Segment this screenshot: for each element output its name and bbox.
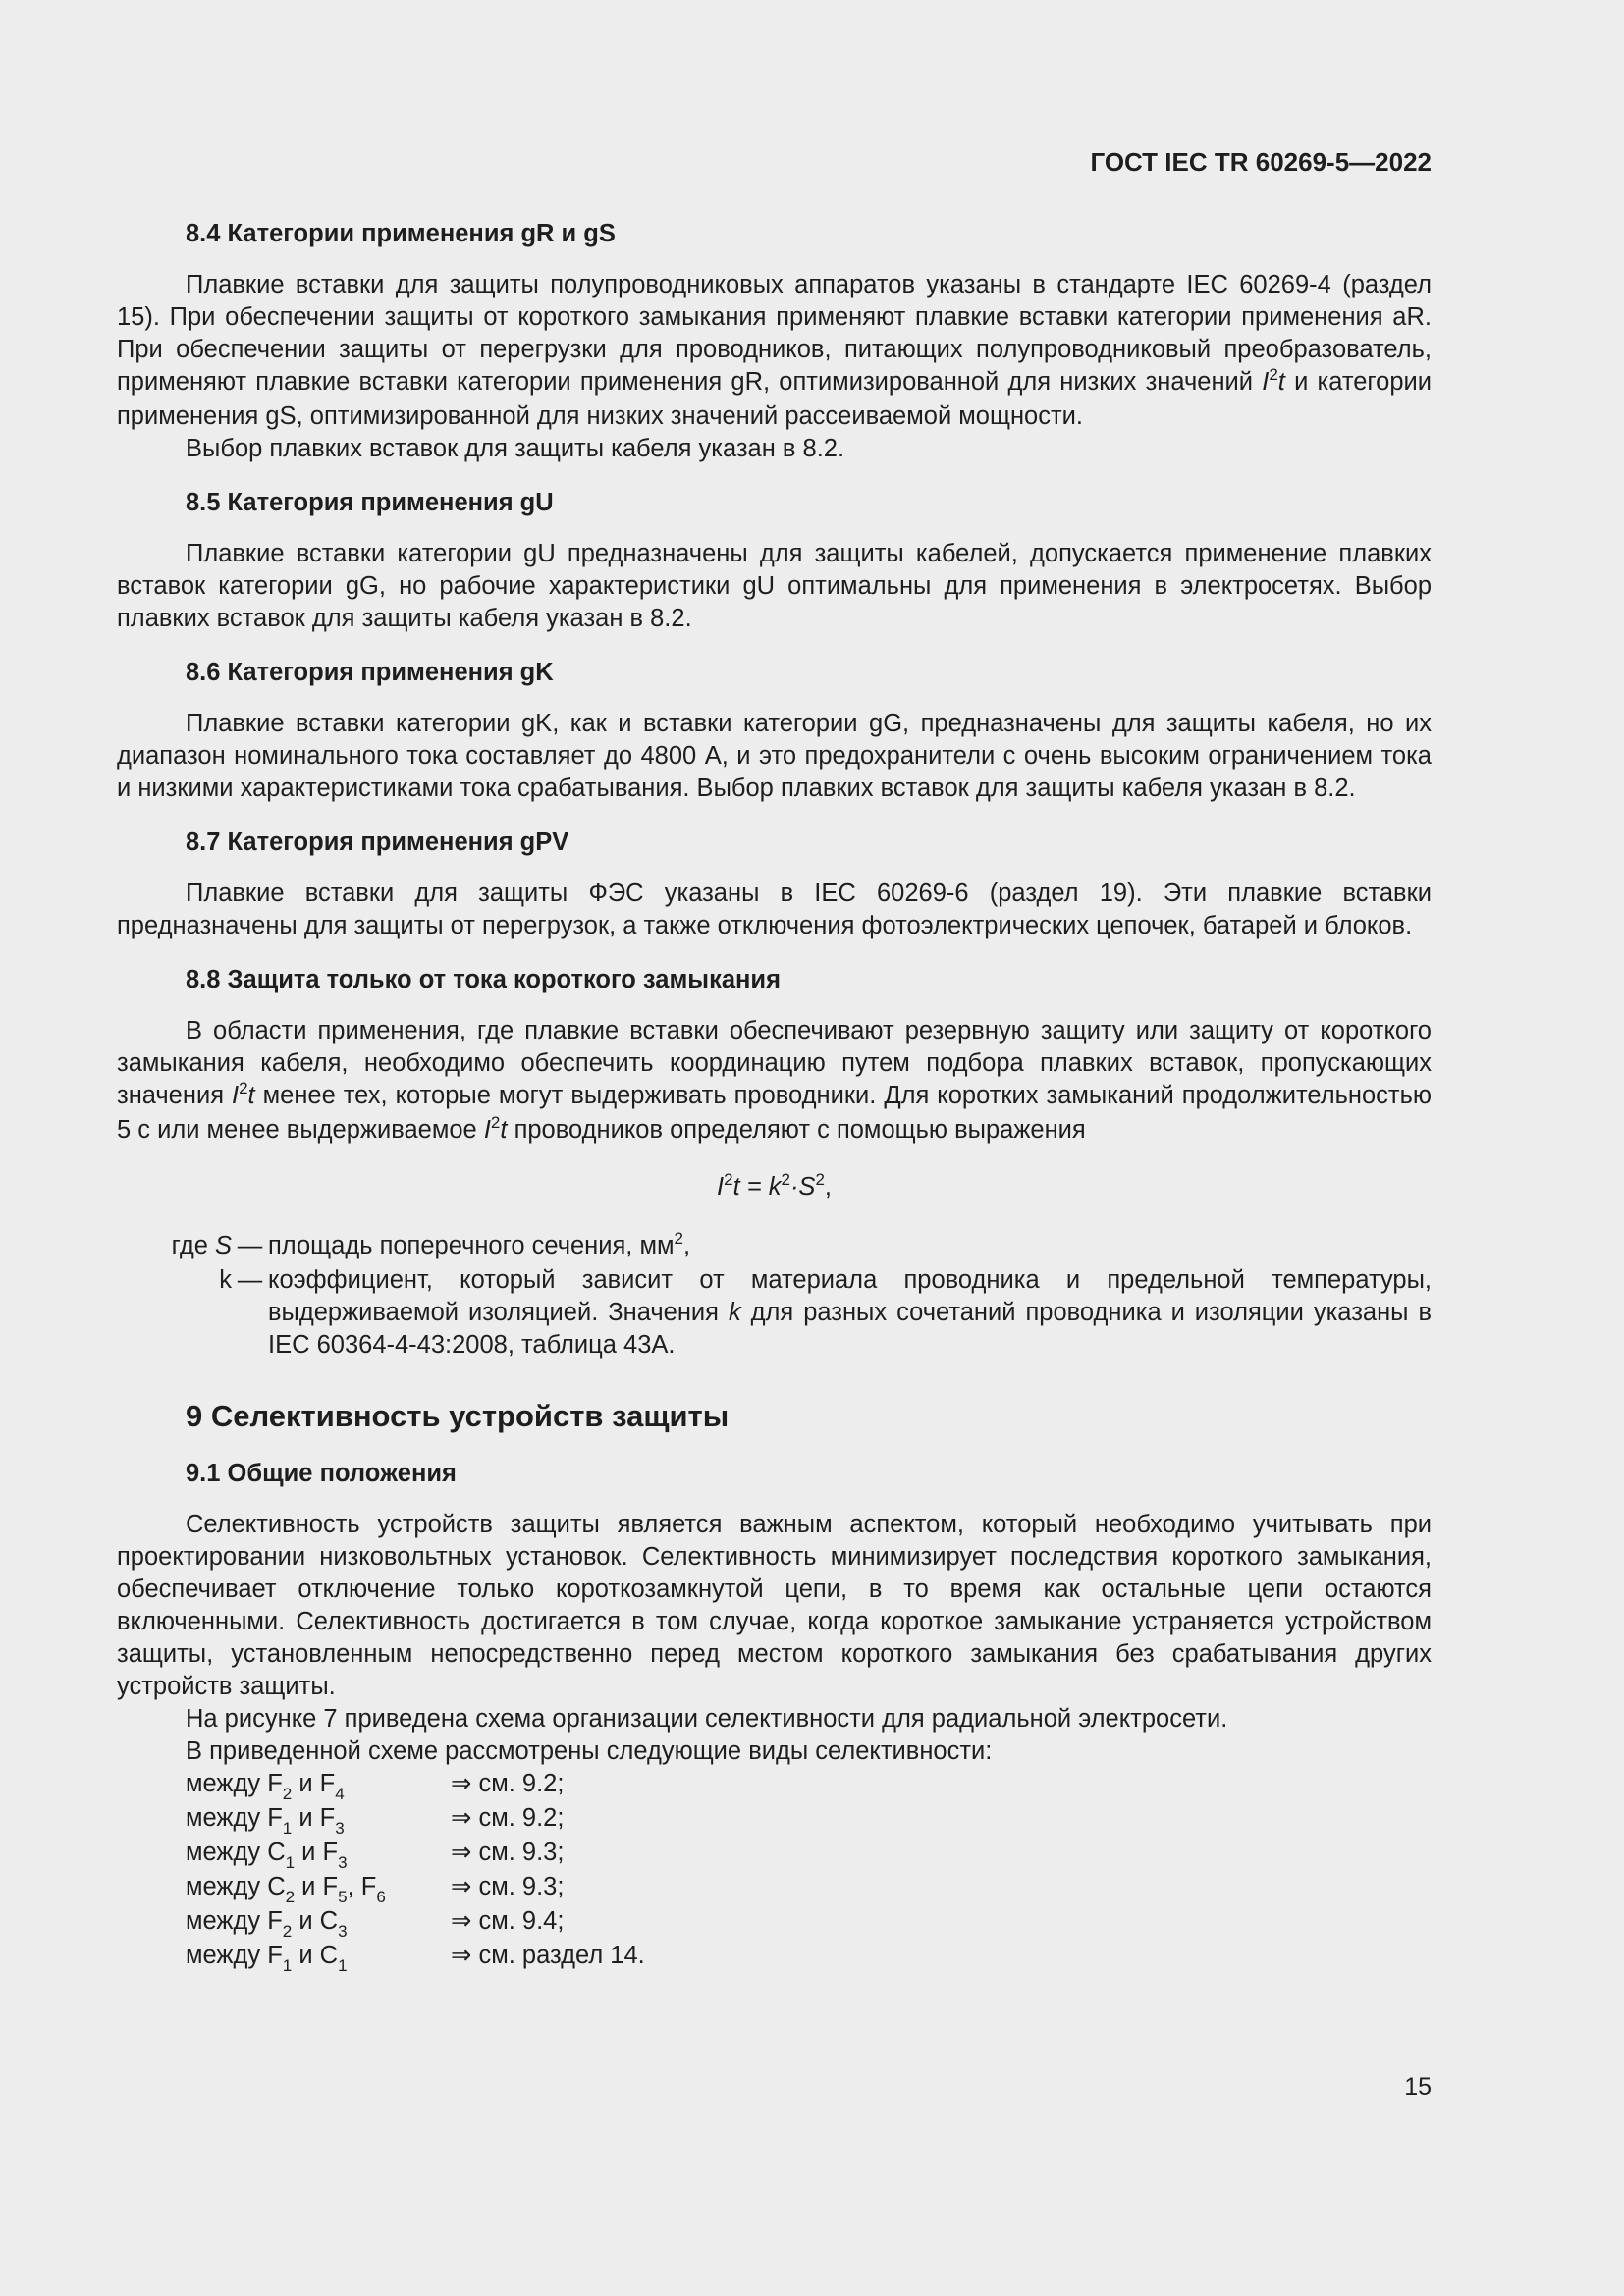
paragraph: Плавкие вставки категории gK, как и вставки категории gG, предназначены для защиты кабеля, но их диапазон номинального тока составляет до 4800 А, и это предохранители с очень высоким ограничением тока и низкими характеристиками тока срабатывания. Выбор плавких вставок для защиты кабеля указан в 8.2.: [117, 710, 1432, 802]
list-item: [186, 1940, 1432, 1974]
section-8-7: [117, 827, 1432, 942]
section-heading: 8.6 Категория применения gK: [186, 659, 554, 686]
reference: ⇒ см. 9.3;: [451, 1873, 565, 1900]
document-number-header: ГОСТ IEC TR 60269-5—2022: [1090, 147, 1432, 177]
section-8-5: [117, 487, 1432, 635]
section-heading: 9.1 Общие положения: [186, 1460, 457, 1487]
device-pair: между $C_2$ и $F_5$, $F_6$: [186, 1873, 386, 1906]
device-pair: между $F_1$ и $F_3$: [186, 1804, 345, 1838]
paragraph: Плавкие вставки для защиты ФЭС указаны в IEC 60269-6 (раздел 19). Эти плавкие вставки предназначены для защиты от перегрузок, а также отключения фотоэлектрических цепочек, батарей и блоков.: [117, 880, 1432, 939]
paragraph: В области применения, где плавкие вставки обеспечивают резервную защиту или защиту от короткого замыкания кабеля, необходимо обеспечить координацию путем подбора плавких вставок, пропускающих значения $I^2t$ менее тех, которые могут выдерживать проводники. Для коротких замыканий продолжительностью 5 с или менее выдерживаемое $I^2t$ проводников определяют с помощью выражения: [117, 1017, 1432, 1144]
section-heading: 8.5 Категория применения gU: [186, 489, 554, 516]
chapter-heading: 9 Селективность устройств защиты: [186, 1399, 730, 1433]
paragraph: Селективность устройств защиты является важным аспектом, который необходимо учитывать при проектировании низковольтных установок. Селективность минимизирует последствия короткого замыкания, обеспечивает отключение только короткозамкнутой цепи, в то время как остальные цепи остаются включенными. Селективность достигается в том случае, когда короткое замыкание устраняется устройством защиты, установленным непосредственно перед местом короткого замыкания без срабатывания других устройств защиты.: [117, 1511, 1432, 1700]
reference: ⇒ см. 9.2;: [451, 1804, 565, 1832]
section-heading: 8.7 Категория применения gPV: [186, 828, 569, 856]
list-item: [186, 1802, 1432, 1837]
definition-S: где S — площадь поперечного сечения, $мм^2$,: [171, 1229, 691, 1259]
page-number: 15: [1404, 2073, 1432, 2101]
paragraph: В приведенной схеме рассмотрены следующие виды селективности:: [186, 1737, 993, 1765]
reference: ⇒ см. 9.4;: [451, 1907, 565, 1935]
list-item: [186, 1837, 1432, 1871]
device-pair: между $C_1$ и $F_3$: [186, 1839, 348, 1872]
definition-k: k — коэффициент, который зависит от материала проводника и предельной температуры, выдерживаемой изоляцией. Значения k для разных сочетаний проводника и изоляции указаны в IEC 60364-4-43:2008, таблица 43А.: [219, 1266, 1432, 1359]
paragraph: Выбор плавких вставок для защиты кабеля указан в 8.2.: [186, 435, 845, 462]
section-8-6: [117, 657, 1432, 805]
paragraph: Плавкие вставки для защиты полупроводниковых аппаратов указаны в стандарте IEC 60269-4 (раздел 15). При обеспечении защиты от короткого замыкания применяют плавкие вставки категории применения aR. При обеспечении защиты от перегрузки для проводников, питающих полупроводниковый преобразователь, применяют плавкие вставки категории применения gR, оптимизированной для низких значений $I^2t$ и категории применения gS, оптимизированной для низких значений рассеиваемой мощности.: [117, 271, 1432, 430]
device-pair: между $F_2$ и $F_4$: [186, 1770, 345, 1803]
reference: ⇒ см. раздел 14.: [451, 1942, 645, 1969]
list-item: [186, 1768, 1432, 1802]
reference: ⇒ см. 9.2;: [451, 1770, 565, 1797]
section-9-1: [117, 1458, 1432, 1974]
device-pair: между $F_2$ и $C_3$: [186, 1907, 348, 1941]
section-heading: 8.8 Защита только от тока короткого замыкания: [186, 966, 781, 993]
device-pair: между $F_1$ и $C_1$: [186, 1942, 348, 1975]
paragraph: На рисунке 7 приведена схема организации селективности для радиальной электросети.: [186, 1705, 1228, 1733]
paragraph: Плавкие вставки категории gU предназначены для защиты кабелей, допускается применение плавких вставок категории gG, но рабочие характеристики gU оптимальны для применения в электросетях. Выбор плавких вставок для защиты кабеля указан в 8.2.: [117, 540, 1432, 632]
formula: $I^2t = k^2\cdot S^2$,: [717, 1170, 832, 1201]
section-heading: 8.4 Категории применения gR и gS: [186, 220, 616, 247]
list-item: [186, 1905, 1432, 1940]
section-8-4: [117, 218, 1432, 465]
selectivity-list: [117, 1768, 1432, 1974]
reference: ⇒ см. 9.3;: [451, 1839, 565, 1866]
section-8-8: [117, 964, 1432, 1362]
list-item: [186, 1871, 1432, 1905]
